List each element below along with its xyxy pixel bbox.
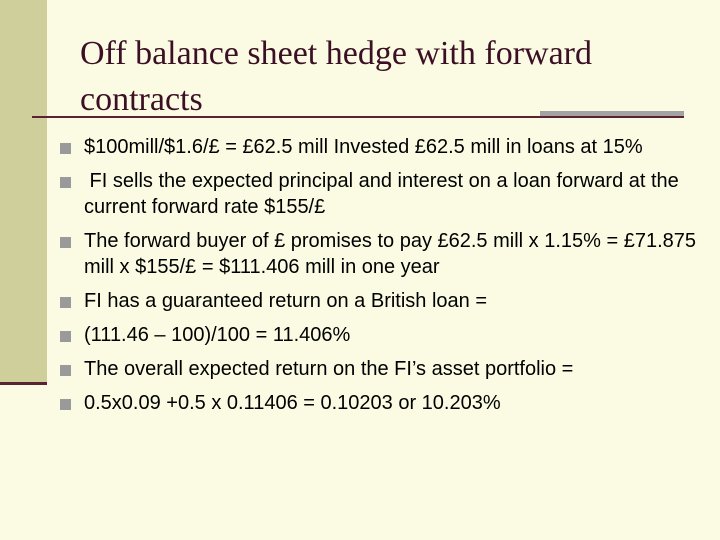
square-bullet-icon <box>60 177 71 188</box>
square-bullet-icon <box>60 399 71 410</box>
bullet-list <box>60 134 700 424</box>
square-bullet-icon <box>60 237 71 248</box>
square-bullet-icon <box>60 297 71 308</box>
bullet-text: FI has a guaranteed return on a British loan = <box>84 290 488 312</box>
bullet-text: FI sells the expected principal and interest on a loan forward at the current forward rate $155/£ <box>84 170 679 218</box>
bullet-item <box>60 168 700 220</box>
bullet-text: (111.46 – 100)/100 = 11.406% <box>84 324 351 346</box>
square-bullet-icon <box>60 331 71 342</box>
bullet-item <box>60 322 700 348</box>
bullet-item <box>60 134 700 160</box>
square-bullet-icon <box>60 365 71 376</box>
bullet-item <box>60 288 700 314</box>
bullet-text: $100mill/$1.6/£ = £62.5 mill Invested £62.5 mill in loans at 15% <box>84 136 643 158</box>
bullet-item <box>60 356 700 382</box>
bullet-item <box>60 228 700 280</box>
left-decorative-band <box>0 0 47 384</box>
square-bullet-icon <box>60 143 71 154</box>
bullet-item <box>60 390 700 416</box>
bullet-text: The forward buyer of £ promises to pay £62.5 mill x 1.15% = £71.875 mill x $155/£ = $111.406 mill in one year <box>84 230 697 278</box>
bullet-text: 0.5x0.09 +0.5 x 0.11406 = 0.10203 or 10.203% <box>84 392 501 414</box>
bullet-text: The overall expected return on the FI’s asset portfolio = <box>84 358 574 380</box>
slide-title: Off balance sheet hedge with forward contracts <box>80 35 592 118</box>
band-accent-line <box>0 382 47 385</box>
